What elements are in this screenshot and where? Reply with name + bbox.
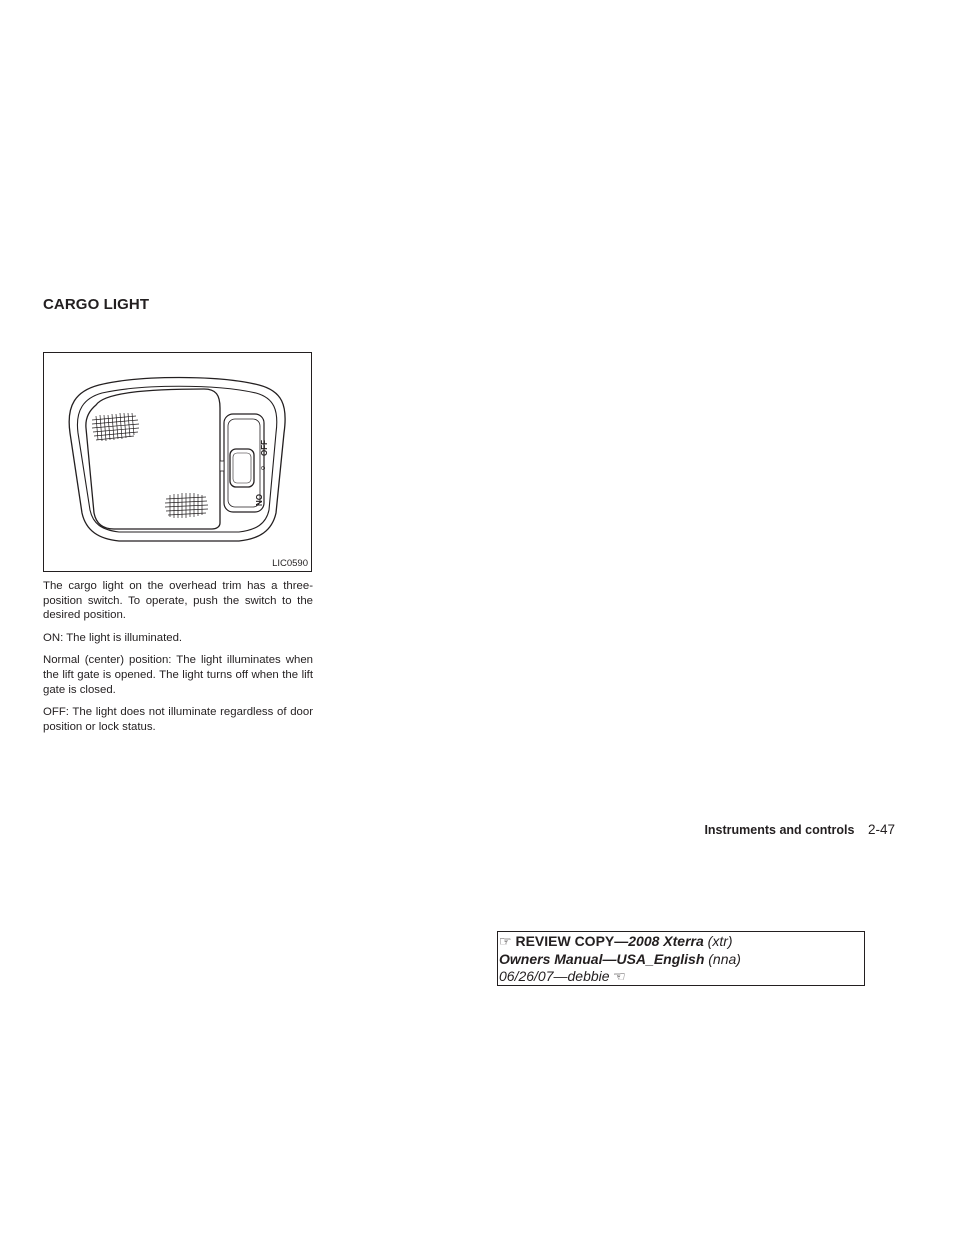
- pointing-hand-right-icon: ☞: [499, 933, 512, 949]
- paragraph-intro: The cargo light on the overhead trim has a three-position switch. To operate, push the switch to the desired position.: [43, 580, 313, 622]
- switch-label-off: OFF: [260, 440, 269, 456]
- review-stamp-line-1: [499, 933, 864, 951]
- body-text: [43, 579, 313, 742]
- paragraph-normal: Normal (center) position: The light illuminates when the lift gate is opened. The light turns off when the lift gate is closed.: [43, 654, 313, 696]
- manual-name: Owners Manual—USA_English: [499, 950, 705, 967]
- review-label: REVIEW COPY—: [515, 933, 629, 949]
- review-stamp: [497, 931, 865, 986]
- switch-label-on: ON: [254, 494, 263, 506]
- pointing-hand-left-icon: ☞: [613, 968, 626, 984]
- figure-code: LIC0590: [272, 558, 308, 569]
- vehicle-code: (xtr): [703, 933, 733, 949]
- page-number: 2-47: [867, 822, 895, 837]
- review-stamp-line-2: [499, 951, 864, 969]
- lens: [86, 389, 220, 529]
- footer-section-name: Instruments and controls: [704, 823, 855, 837]
- section-title: CARGO LIGHT: [43, 296, 150, 313]
- manual-code: (nna): [704, 950, 741, 967]
- vehicle-model: 2008 Xterra: [628, 933, 704, 949]
- page-footer: [704, 822, 895, 837]
- cargo-light-figure: [43, 352, 312, 572]
- paragraph-off: OFF: The light does not illuminate regardless of door position or lock status.: [43, 706, 313, 733]
- switch-label-center: o: [260, 466, 267, 470]
- review-date: 06/26/07—debbie: [499, 968, 614, 984]
- paragraph-on: ON: The light is illuminated.: [43, 631, 183, 644]
- cargo-light-illustration: [44, 353, 311, 571]
- review-stamp-line-3: [499, 968, 864, 986]
